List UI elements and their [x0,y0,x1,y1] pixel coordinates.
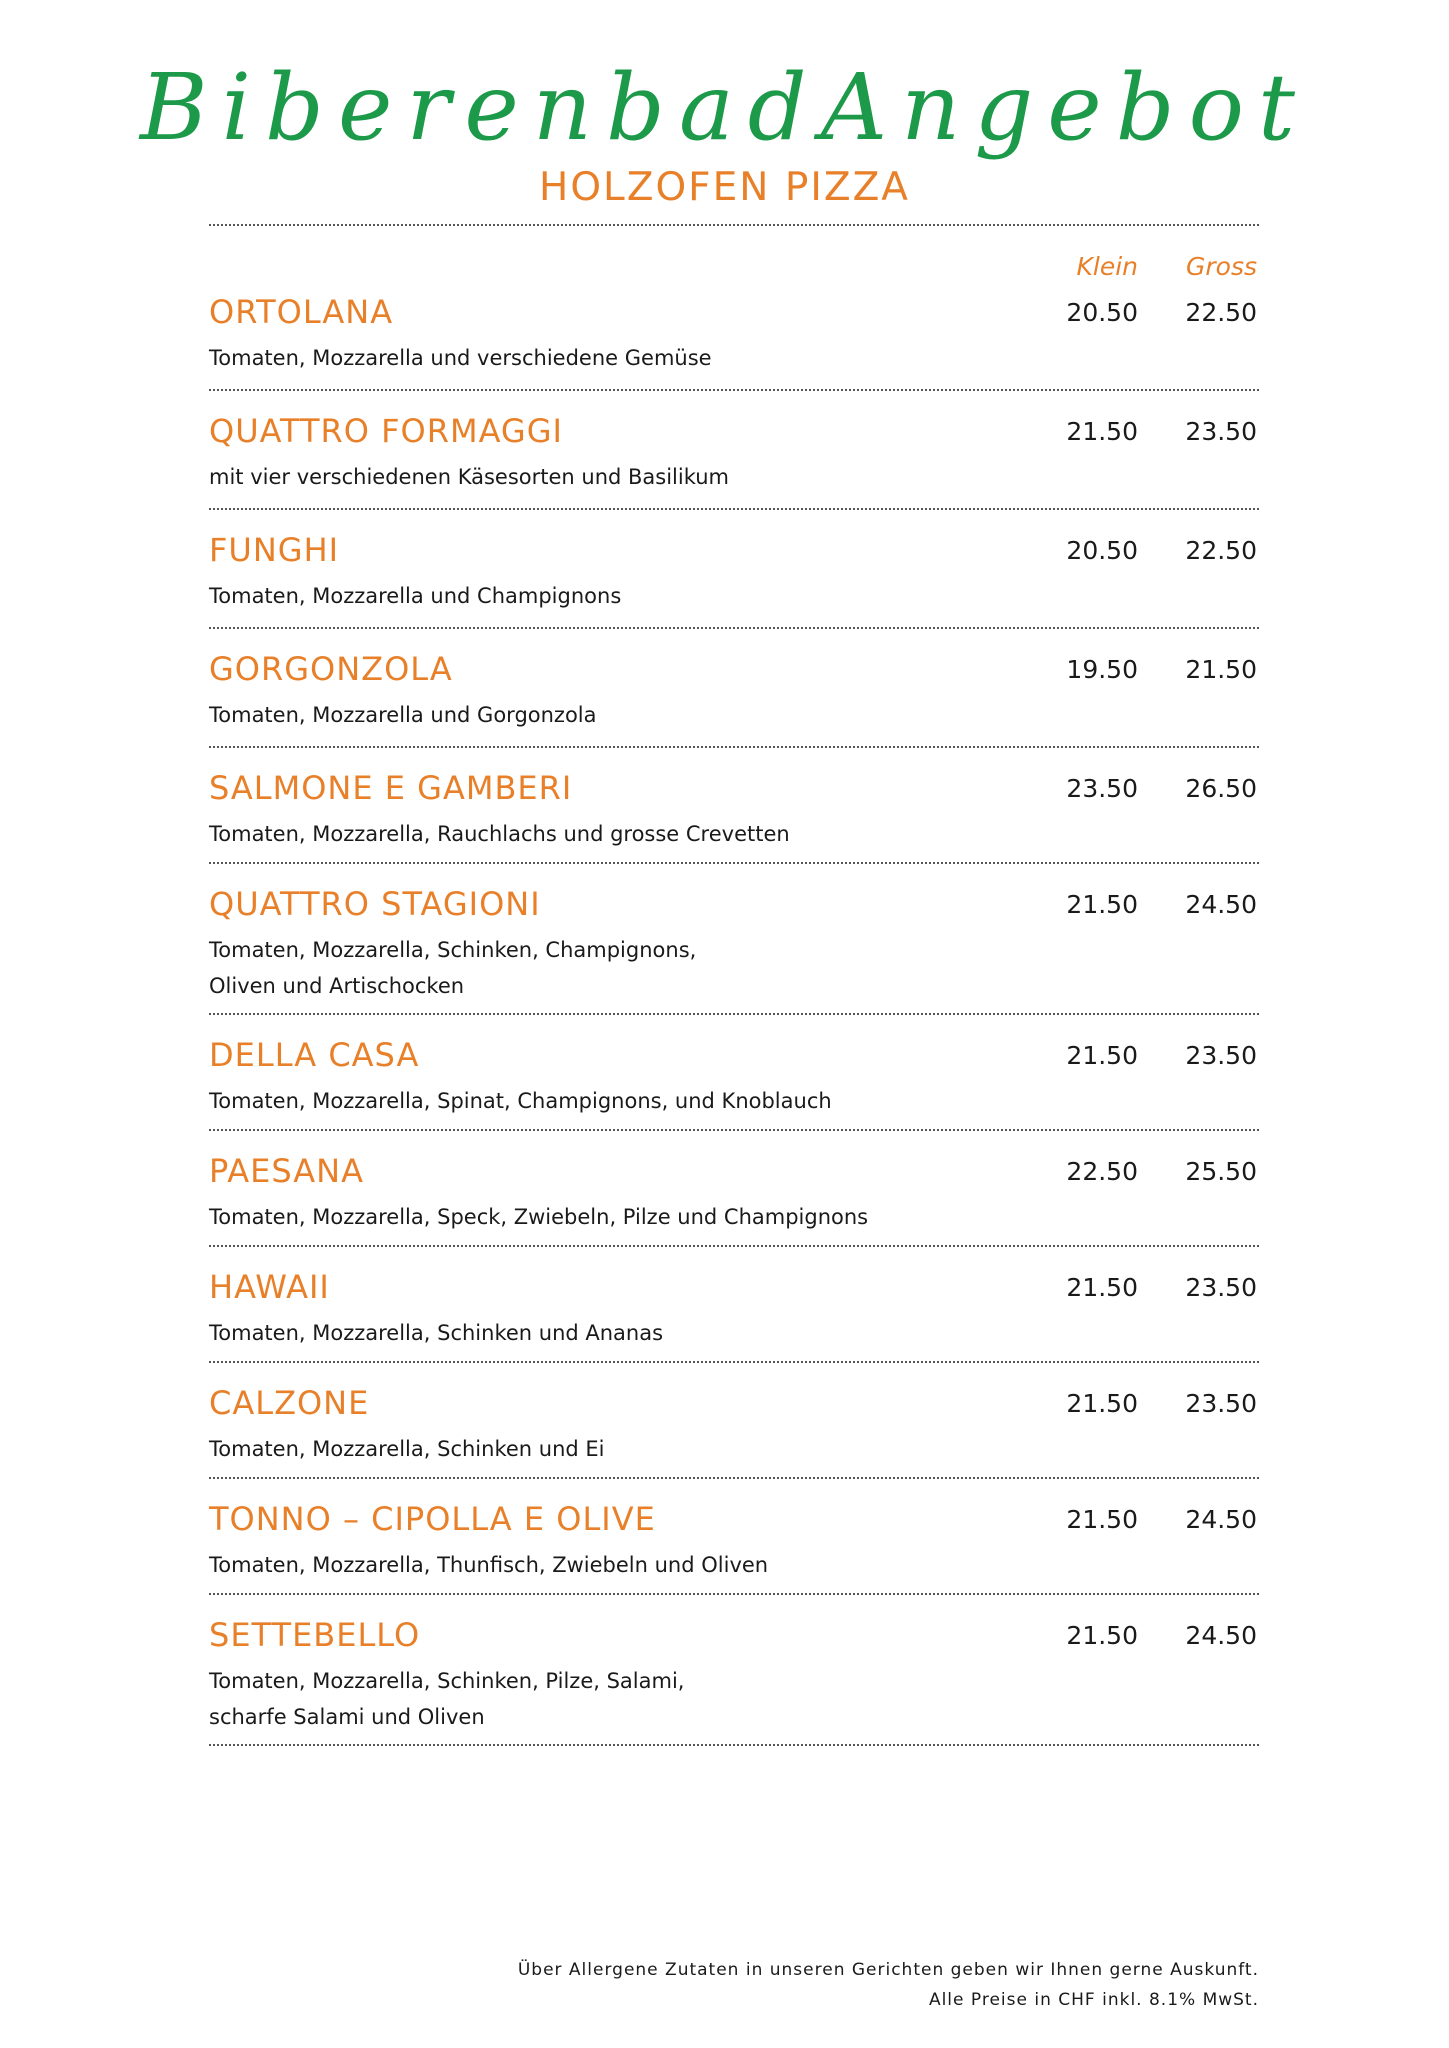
price-small: 22.50 [1066,1157,1138,1186]
menu-item-name: TONNO – CIPOLLA E OLIVE [209,1500,656,1538]
price-large: 23.50 [1185,1041,1257,1070]
price-large: 25.50 [1185,1157,1257,1186]
menu-item-name: SETTEBELLO [209,1616,421,1654]
price-small: 21.50 [1066,1505,1138,1534]
item-divider [209,1013,1259,1015]
price-large: 23.50 [1185,417,1257,446]
price-small: 21.50 [1066,1273,1138,1302]
price-small: 21.50 [1066,1621,1138,1650]
price-large: 22.50 [1185,536,1257,565]
menu-item-description [209,1083,969,1119]
price-small: 21.50 [1066,1041,1138,1070]
menu-item-description [209,1315,969,1351]
menu-item-name: DELLA CASA [209,1036,420,1074]
item-divider [209,627,1259,629]
menu-item-description [209,578,969,614]
price-large: 24.50 [1185,1505,1257,1534]
menu-item-description [209,932,969,1004]
menu-item-description [209,459,969,495]
menu-item-description [209,340,969,376]
item-divider [209,1744,1259,1746]
menu-item-name: QUATTRO FORMAGGI [209,412,563,450]
menu-item-description [209,1431,969,1467]
column-header-large: Gross [1186,252,1257,281]
menu-item-name: SALMONE E GAMBERI [209,769,573,807]
description-line: Tomaten, Mozzarella, Spinat, Champignons, und Knoblauch [209,1089,832,1113]
description-line: Tomaten, Mozzarella, Rauchlachs und grosse Crevetten [209,822,790,846]
price-small: 20.50 [1066,298,1138,327]
item-divider [209,1361,1259,1363]
description-line: Tomaten, Mozzarella, Speck, Zwiebeln, Pilze und Champignons [209,1205,869,1229]
menu-item-description [209,816,969,852]
description-line: Tomaten, Mozzarella, Thunfisch, Zwiebeln und Oliven [209,1553,769,1577]
menu-item-name: PAESANA [209,1152,364,1190]
price-small: 23.50 [1066,774,1138,803]
description-line: Tomaten, Mozzarella, Schinken, Pilze, Salami, [209,1669,685,1693]
menu-item-name: GORGONZOLA [209,650,453,688]
description-line: Tomaten, Mozzarella und Champignons [209,584,622,608]
allergen-note: Über Allergene Zutaten in unseren Gerichten geben wir Ihnen gerne Auskunft. [517,1960,1259,1980]
item-divider [209,1593,1259,1595]
menu-item-description [209,1663,969,1735]
item-divider [209,862,1259,864]
description-line: scharfe Salami und Oliven [209,1705,485,1729]
description-line: Tomaten, Mozzarella und Gorgonzola [209,703,597,727]
item-divider [209,1477,1259,1479]
menu-item-name: CALZONE [209,1384,370,1422]
price-small: 20.50 [1066,536,1138,565]
menu-item-description [209,1547,969,1583]
price-large: 24.50 [1185,1621,1257,1650]
price-large: 21.50 [1185,655,1257,684]
description-line: Tomaten, Mozzarella, Schinken und Ei [209,1437,605,1461]
price-small: 21.50 [1066,890,1138,919]
brand-logo-script: BiberenbadAngebot [140,54,1309,161]
price-small: 19.50 [1066,655,1138,684]
item-divider [209,508,1259,510]
footer-note [518,1955,1259,2015]
menu-item-name: FUNGHI [209,531,340,569]
description-line: Tomaten, Mozzarella, Schinken, Champignons, [209,938,697,962]
price-large: 24.50 [1185,890,1257,919]
menu-item-description [209,1199,969,1235]
price-small: 21.50 [1066,417,1138,446]
item-divider [209,1129,1259,1131]
item-divider [209,746,1259,748]
column-header-small: Klein [1076,252,1138,281]
item-divider [209,1245,1259,1247]
price-large: 26.50 [1185,774,1257,803]
item-divider [209,389,1259,391]
price-large: 22.50 [1185,298,1257,327]
description-line: Tomaten, Mozzarella und verschiedene Gemüse [209,346,712,370]
price-large: 23.50 [1185,1273,1257,1302]
description-line: mit vier verschiedenen Käsesorten und Basilikum [209,465,730,489]
header-divider [209,224,1259,226]
menu-item-name: ORTOLANA [209,293,394,331]
menu-item-name: HAWAII [209,1268,330,1306]
menu-item-description [209,697,969,733]
menu-item-name: QUATTRO STAGIONI [209,885,541,923]
description-line: Oliven und Artischocken [209,974,465,998]
price-small: 21.50 [1066,1389,1138,1418]
price-large: 23.50 [1185,1389,1257,1418]
description-line: Tomaten, Mozzarella, Schinken und Ananas [209,1321,664,1345]
section-title: HOLZOFEN PIZZA [539,165,910,210]
price-note: Alle Preise in CHF inkl. 8.1% MwSt. [928,1990,1259,2010]
